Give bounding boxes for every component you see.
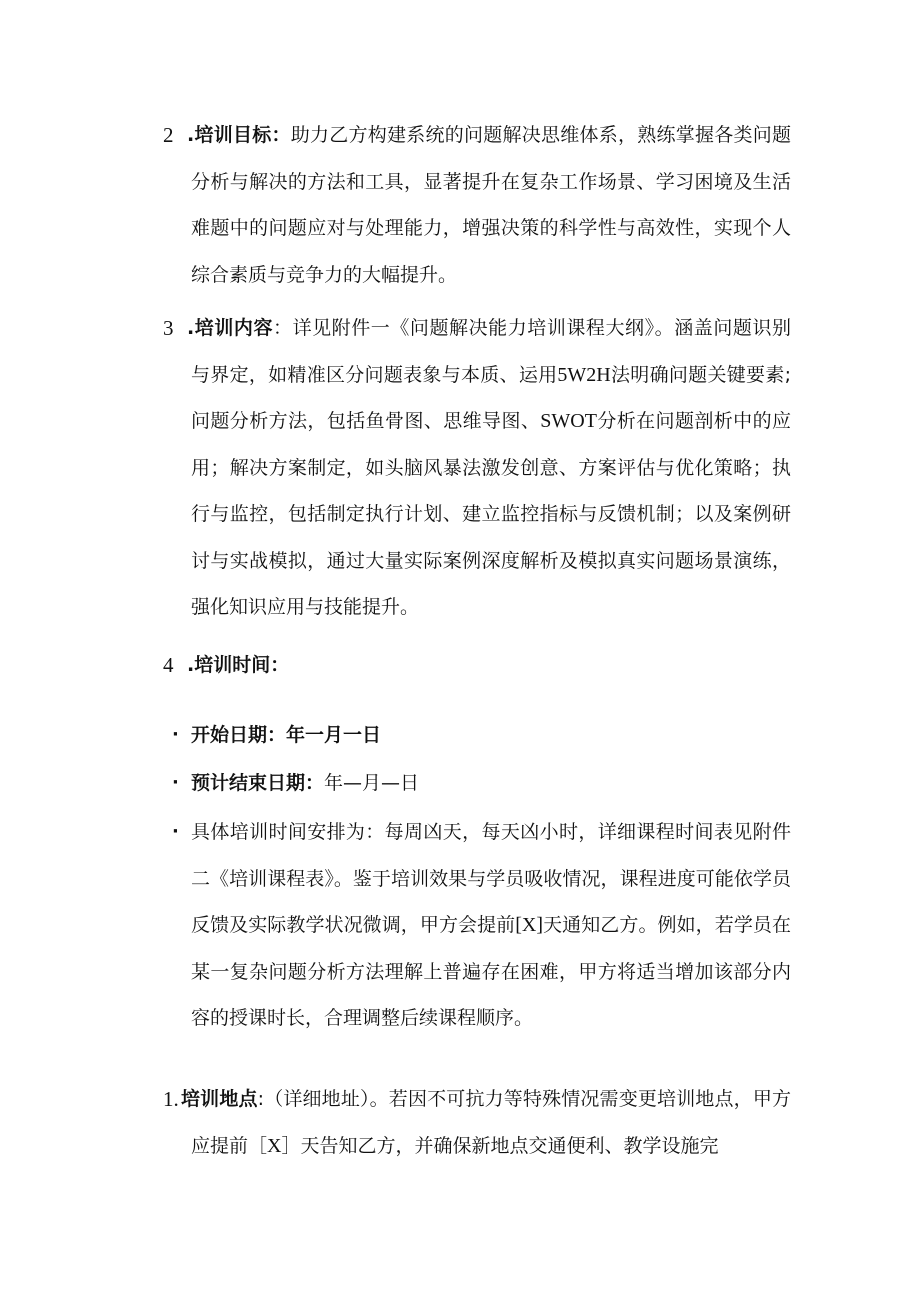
bullet-marker: · <box>172 724 179 745</box>
section-heading: .培训时间： <box>187 654 290 676</box>
section-number: 2 <box>163 123 174 147</box>
section-body: ：详见附件一《问题解决能力培训课程大纲》。涵盖问题识别与界定，如精准区分问题表象与本质、运用 <box>191 317 791 386</box>
bullet-paragraph <box>191 760 791 807</box>
section-body-term: SWOT <box>540 410 597 432</box>
section-body: 法明确问题关键要素;问题分析方法，包括鱼骨图、思维导图、 <box>191 363 791 432</box>
section-body: 助力乙方构建系统的问题解决思维体系，熟练掌握各类问题分析与解决的方法和工具，显著提升在复杂工作场景、学习困境及生活难题中的问题应对与处理能力，增强决策的科学性与高效性，实现个人综合素质与竞争力的大幅提升。 <box>191 124 791 286</box>
section-paragraph <box>187 305 791 631</box>
bullet-value: 年—月—日 <box>324 772 420 794</box>
section-paragraph <box>187 642 791 689</box>
bullet-paragraph <box>191 809 791 1042</box>
bullet-body: 具体培训时间安排为：每周凶天，每天凶小时，详细课程时间表见附件二《培训课程表》。鉴于培训效果与学员吸收情况，课程进度可能依学员反馈及实际教学状况微调，甲方会提前 <box>191 821 791 936</box>
section-body: 分析在问题剖析中的应用；解决方案制定，如头脑风暴法激发创意、方案评估与优化策略；执行与监控，包括制定执行计划、建立监控指标与反馈机制；以及案例研讨与实战模拟，通过大量实际案例深度解析及模拟真实问题场景演练，强化知识应用与技能提升。 <box>191 410 791 618</box>
bullet-body-term: [X] <box>515 914 544 936</box>
section-body-term: X <box>267 1134 282 1157</box>
section-heading: .培训内容 <box>187 317 274 339</box>
section-number: 3 <box>163 316 174 340</box>
section-body: :（详细地址）。若因不可抗力等特殊情况需变更培训地点，甲方应提前［ <box>191 1088 791 1157</box>
bullet-marker: · <box>172 821 179 842</box>
section-heading: 培训地点 <box>181 1088 258 1110</box>
bullet-label: 开始日期： <box>191 724 287 746</box>
section-body-term: 5W2H <box>557 363 611 386</box>
bullet-label: 预计结束日期： <box>191 772 325 794</box>
section-body: ］天告知乙方，并确保新地点交通便利、教学设施完 <box>281 1134 719 1157</box>
bullet-body: 天通知乙方。例如，若学员在某一复杂问题分析方法理解上普遍存在困难，甲方将适当增加该部分内容的授课时长，合理调整后续课程顺序。 <box>191 914 791 1029</box>
section-heading: .培训目标： <box>187 124 291 146</box>
section-paragraph <box>181 1076 791 1169</box>
section-paragraph <box>187 112 791 298</box>
bullet-paragraph <box>191 712 791 759</box>
bullet-marker: · <box>172 772 179 793</box>
section-number: 1. <box>163 1087 179 1111</box>
bullet-value: 年一月一日 <box>286 724 382 746</box>
section-number: 4 <box>163 653 174 677</box>
